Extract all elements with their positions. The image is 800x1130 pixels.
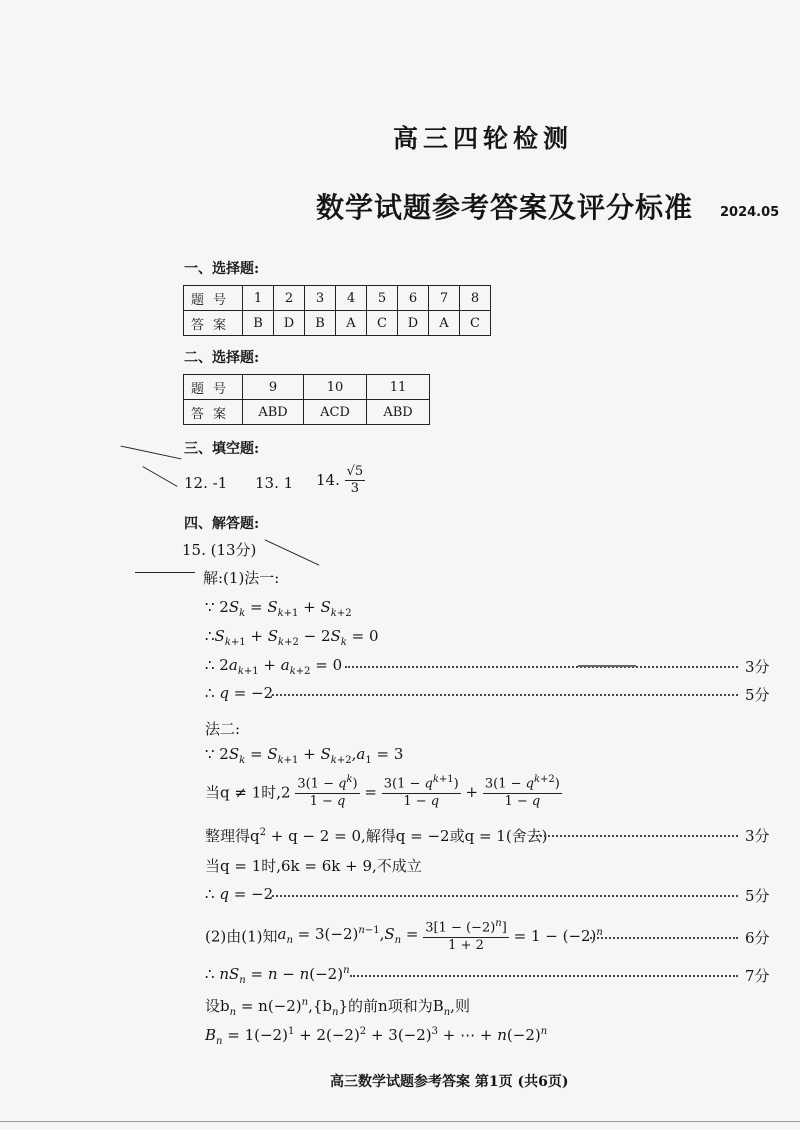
- scan-artifact-line: [0, 1121, 800, 1122]
- scan-artifact-line: [142, 466, 177, 487]
- scan-artifact-line: [121, 446, 182, 460]
- answer-14-fraction: [345, 464, 366, 498]
- dot-leader: [272, 895, 738, 897]
- answer-13: 13. 1: [255, 474, 294, 492]
- table-cell: D: [274, 311, 305, 336]
- section-heading-fill-in: 三、填空题:: [184, 441, 260, 457]
- row-label: 题号: [184, 375, 243, 400]
- inline-text: ,则: [450, 997, 470, 1015]
- answer-14-label: 14.: [316, 470, 340, 489]
- formula-line: $\therefore S_{k+1} + S_{k+2} - 2S_k = 0$: [205, 627, 379, 648]
- scan-artifact-line: [265, 539, 320, 565]
- inline-text: (2)由(1)知: [205, 927, 278, 946]
- scan-artifact-line: [578, 665, 636, 667]
- table-cell: 1: [243, 286, 274, 311]
- answer-table-9-11: [183, 374, 430, 425]
- score-mark: 3分: [745, 658, 770, 676]
- dot-leader: [272, 694, 738, 696]
- question-15-title: 15. (13分): [182, 541, 257, 559]
- formula-line: ∴ q = −2: [205, 684, 274, 702]
- formula-line: 当q = 1时,6k = 6k + 9,不成立: [205, 857, 422, 875]
- document-title: 数学试题参考答案及评分标准: [316, 191, 694, 224]
- inline-text: }的前n项和为B: [338, 997, 444, 1015]
- dot-leader: [345, 666, 738, 668]
- score-mark: 6分: [745, 929, 770, 947]
- formula-line: $B_n = 1(-2)^1 + 2(-2)^2 + 3(-2)^3$ + ⋯ + $n(-2)^n$: [205, 1026, 548, 1047]
- method-two-label: 法二:: [205, 720, 241, 738]
- fraction-denominator: 3: [350, 481, 360, 497]
- table-cell: B: [243, 311, 274, 336]
- table-cell: A: [429, 311, 460, 336]
- formula-line: 整理得$q^2 + q - 2 = 0$,解得q = −2或q = 1(舍去): [205, 827, 548, 845]
- section-heading-solutions: 四、解答题:: [184, 516, 260, 532]
- section-heading-multiple-select: 二、选择题:: [184, 350, 260, 366]
- table-cell: 9: [243, 375, 304, 400]
- table-cell: 3: [305, 286, 336, 311]
- score-mark: 3分: [745, 827, 770, 845]
- formula-line: ∵ $2S_k = S_{k+1} + S_{k+2}$: [205, 598, 352, 619]
- inline-text: ,{b: [308, 997, 333, 1015]
- formula-line: ∵ $2S_k = S_{k+1} + S_{k+2},a_1 = 3$: [205, 745, 404, 766]
- formula-line: ∴ $2a_{k+1} + a_{k+2} = 0$: [205, 656, 343, 677]
- table-cell: ABD: [367, 400, 430, 425]
- dot-leader: [590, 937, 738, 939]
- table-row-question-numbers: [184, 375, 430, 400]
- formula-line: ∴ q = −2: [205, 885, 274, 903]
- inline-text: = n(−2): [236, 997, 302, 1015]
- table-cell: 10: [304, 375, 367, 400]
- solution-intro: 解:(1)法一:: [203, 569, 280, 587]
- scan-artifact-line: [135, 572, 195, 573]
- table-cell: 7: [429, 286, 460, 311]
- inline-text: 整理得q: [205, 827, 260, 845]
- formula-line: ∴ $nS_n = n - n(-2)^n$: [205, 965, 350, 986]
- score-mark: 7分: [745, 967, 770, 985]
- table-cell: 11: [367, 375, 430, 400]
- table-cell: 4: [336, 286, 367, 311]
- table-cell: 6: [398, 286, 429, 311]
- table-cell: D: [398, 311, 429, 336]
- table-cell: A: [336, 311, 367, 336]
- answer-table-1-8: [183, 285, 491, 336]
- table-cell: ACD: [304, 400, 367, 425]
- section-heading-multiple-choice: 一、选择题:: [184, 261, 260, 277]
- table-cell: C: [460, 311, 491, 336]
- table-cell: ABD: [243, 400, 304, 425]
- table-row-question-numbers: [184, 286, 491, 311]
- fraction-numerator: √5: [345, 464, 366, 481]
- formula-line: 当q ≠ 1时,2 $\frac{3(1 - q^k)}{1 - q}$ = $\frac{3(1 - q^{k+1})}{1 - q}$ + $\frac{3(1 - q^{k+2})}{1 - q}$: [205, 774, 560, 809]
- score-mark: 5分: [745, 887, 770, 905]
- document-date: 2024.05: [720, 205, 780, 220]
- row-label: 题号: [184, 286, 243, 311]
- exam-subtitle: 高三四轮检测: [393, 124, 574, 153]
- inline-text: 设b: [205, 997, 230, 1015]
- page-footer: 高三数学试题参考答案 第1页 (共6页): [330, 1074, 569, 1090]
- score-mark: 5分: [745, 686, 770, 704]
- dot-leader: [532, 835, 738, 837]
- dot-leader: [350, 975, 738, 977]
- table-row-answers: [184, 400, 430, 425]
- row-label: 答案: [184, 400, 243, 425]
- inline-text: 当q ≠ 1时,2: [205, 783, 291, 802]
- answer-14: [316, 464, 365, 498]
- formula-line: (2)由(1)知$a_n = 3(-2)^{n-1},S_n$ = $\frac{3[1 - (-2)^n]}{1 + 2}$ = $1 - (-2)^n$: [205, 918, 603, 953]
- row-label: 答案: [184, 311, 243, 336]
- table-cell: 5: [367, 286, 398, 311]
- answer-12: 12. -1: [184, 474, 228, 492]
- table-cell: C: [367, 311, 398, 336]
- inline-text: + q − 2 = 0,解得q = −2或q = 1(舍去): [265, 827, 548, 845]
- formula-line: 设$b_n = n(-2)^n,\{b_n\}$的前n项和为$B_n$,则: [205, 997, 470, 1018]
- table-cell: 2: [274, 286, 305, 311]
- table-cell: B: [305, 311, 336, 336]
- table-cell: 8: [460, 286, 491, 311]
- table-row-answers: [184, 311, 491, 336]
